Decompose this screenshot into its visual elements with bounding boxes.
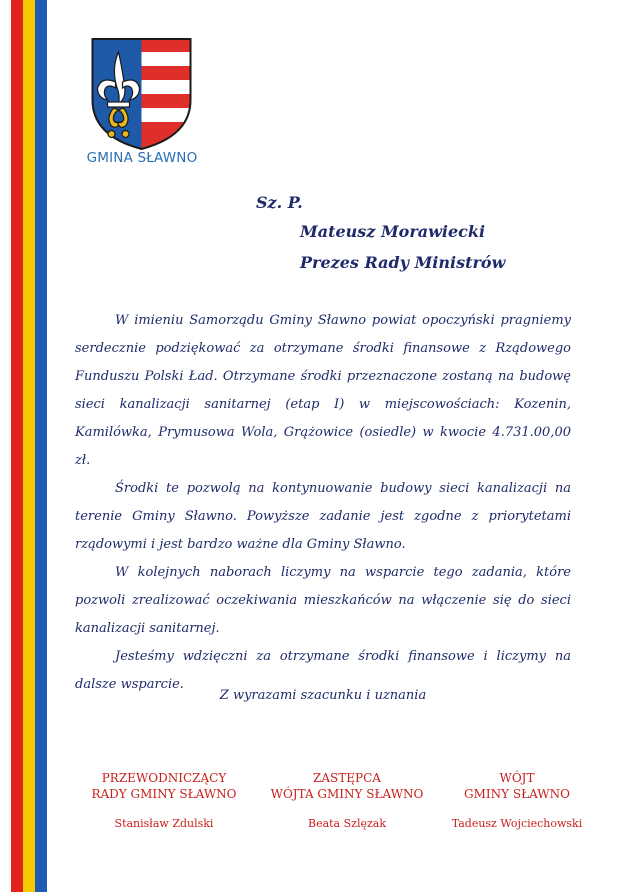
- signature-block: [262, 770, 432, 832]
- salutation: Sz. P.: [256, 193, 303, 212]
- flag-stripe-yellow: [23, 0, 35, 892]
- signature-block: [79, 770, 249, 832]
- paragraph: Środki te pozwolą na kontynuowanie budowy sieci kanalizacji na terenie Gminy Sławno. Powyższe zadanie jest zgodne z priorytetami rządowymi i jest bardzo ważne dla Gminy Sławno.: [75, 481, 571, 552]
- signature-role: PRZEWODNICZĄCY: [101, 771, 227, 785]
- signature-name: Tadeusz Wojciechowski: [451, 817, 583, 830]
- recipient-name: Mateusz Morawiecki: [300, 222, 486, 241]
- paragraph: W kolejnych naborach liczymy na wsparcie tego zadania, które pozwoli zrealizować oczekiwania mieszkańców na włączenie się do sieci kanalizacji sanitarnej.: [75, 565, 571, 636]
- signature-role: WÓJTA GMINY SŁAWNO: [270, 787, 424, 801]
- signature-name: Beata Szlęzak: [307, 817, 386, 830]
- crest-label: GMINA SŁAWNO: [86, 150, 198, 166]
- signature-block: [432, 770, 602, 832]
- letter-body: [75, 307, 571, 699]
- paragraph: W imieniu Samorządu Gminy Sławno powiat opoczyński pragniemy serdecznie podziękować za otrzymane środki finansowe z Rządowego Funduszu Polski Ład. Otrzymane środki przeznaczone zostaną na budowę sieci kanalizacji sanitarnej (etap I) w miejscowościach: Kozenin, Kamilówka, Prymusowa Wola, Grążowice (osiedle) w kwocie 4.731.00,00 zł.: [75, 313, 571, 468]
- flag-stripe-red: [11, 0, 23, 892]
- signature-name: Stanisław Zdulski: [114, 817, 214, 830]
- coat-of-arms-icon: [91, 38, 192, 150]
- paragraph: Jesteśmy wdzięczni za otrzymane środki finansowe i liczymy na dalsze wsparcie.: [75, 649, 571, 692]
- signature-role: GMINY SŁAWNO: [464, 787, 570, 801]
- recipient-title: Prezes Rady Ministrów: [300, 253, 506, 272]
- signature-role: RADY GMINY SŁAWNO: [91, 787, 237, 801]
- signature-role: ZASTĘPCA: [313, 771, 381, 785]
- signature-role: WÓJT: [499, 771, 535, 785]
- flag-stripe-blue: [35, 0, 47, 892]
- closing-line: Z wyrazami szacunku i uznania: [219, 688, 427, 703]
